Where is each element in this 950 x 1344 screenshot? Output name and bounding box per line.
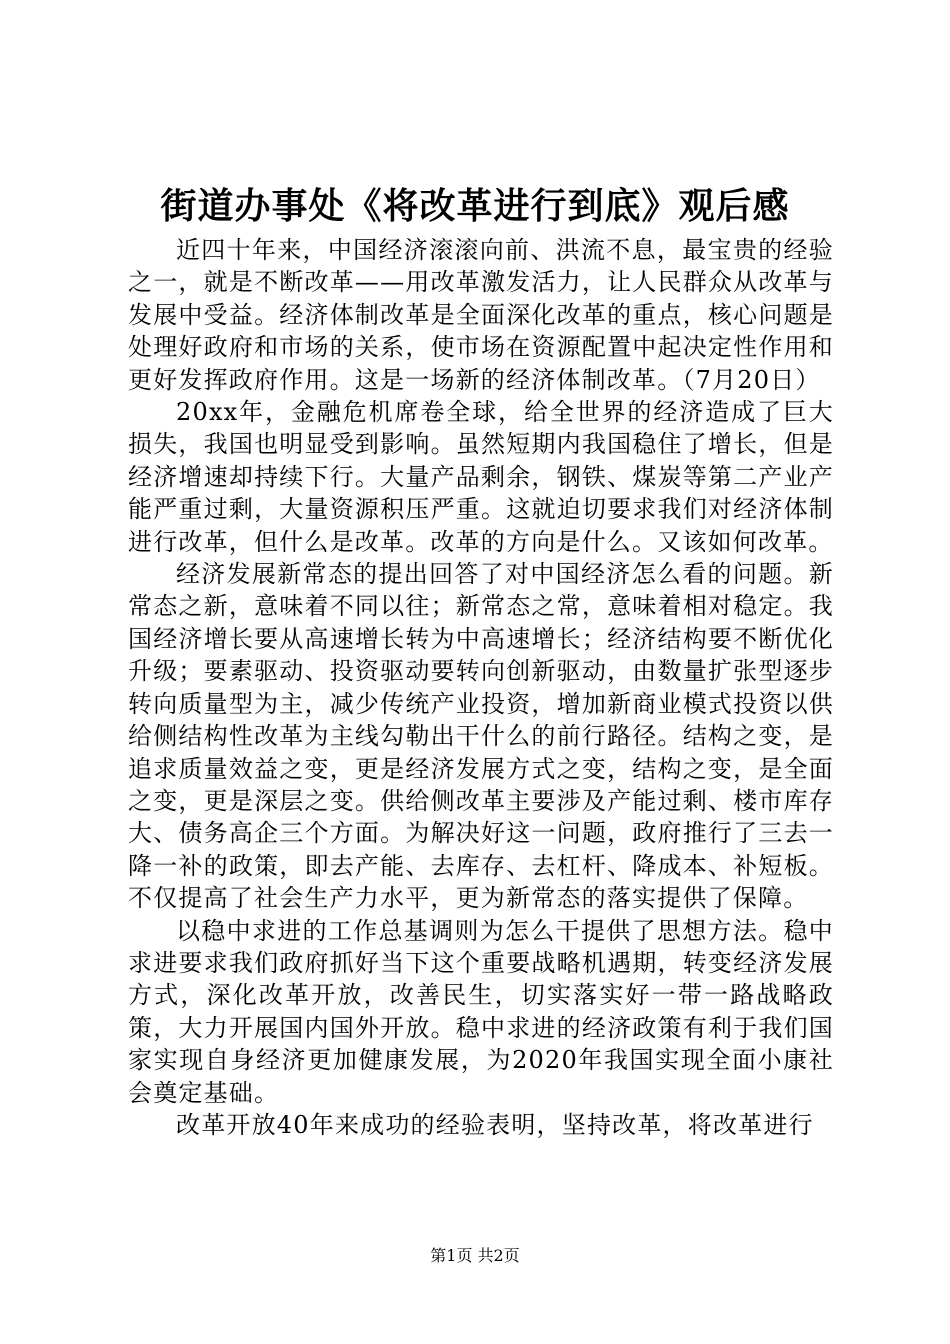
document-title: 街道办事处《将改革进行到底》观后感 xyxy=(160,185,790,227)
paragraph: 经济发展新常态的提出回答了对中国经济怎么看的问题。新常态之新，意味着不同以往；新常态之常，意味着相对稳定。我国经济增长要从高速增长转为中高速增长；经济结构要不断优化升级；要素驱动、投资驱动要转向创新驱动，由数量扩张型逐步转向质量型为主，减少传统产业投资，增加新商业模式投资以供给侧结构性改革为主线勾勒出干什么的前行路径。结构之变，是追求质量效益之变，更是经济发展方式之变，结构之变，是全面之变，更是深层之变。供给侧改革主要涉及产能过剩、楼市库存大、债务高企三个方面。为解决好这一问题，政府推行了三去一降一补的政策，即去产能、去库存、去杠杆、降成本、补短板。不仅提高了社会生产力水平，更为新常态的落实提供了保障。 xyxy=(128,560,834,913)
paragraph: 近四十年来，中国经济滚滚向前、洪流不息，最宝贵的经验之一，就是不断改革——用改革激发活力，让人民群众从改革与发展中受益。经济体制改革是全面深化改革的重点，核心问题是处理好政府和市场的关系，使市场在资源配置中起决定性作用和更好发挥政府作用。这是一场新的经济体制改革。（7月20日） xyxy=(128,236,834,394)
document-body xyxy=(128,234,834,1141)
paragraph: 以稳中求进的工作总基调则为怎么干提供了思想方法。稳中求进要求我们政府抓好当下这个重要战略机遇期，转变经济发展方式，深化改革开放，改善民生，切实落实好一带一路战略政策，大力开展国内国外开放。稳中求进的经济政策有利于我们国家实现自身经济更加健康发展，为2020年我国实现全面小康社会奠定基础。 xyxy=(128,916,834,1107)
page-number-footer: 第1页 共2页 xyxy=(430,1246,520,1265)
paragraph: 20xx年，金融危机席卷全球，给全世界的经济造成了巨大损失，我国也明显受到影响。虽然短期内我国稳住了增长，但是经济增速却持续下行。大量产品剩余，钢铁、煤炭等第二产业产能严重过剩，大量资源积压严重。这就迫切要求我们对经济体制进行改革，但什么是改革。改革的方向是什么。又该如何改革。 xyxy=(128,398,834,556)
paragraph: 改革开放40年来成功的经验表明，坚持改革，将改革进行 xyxy=(176,1110,814,1139)
